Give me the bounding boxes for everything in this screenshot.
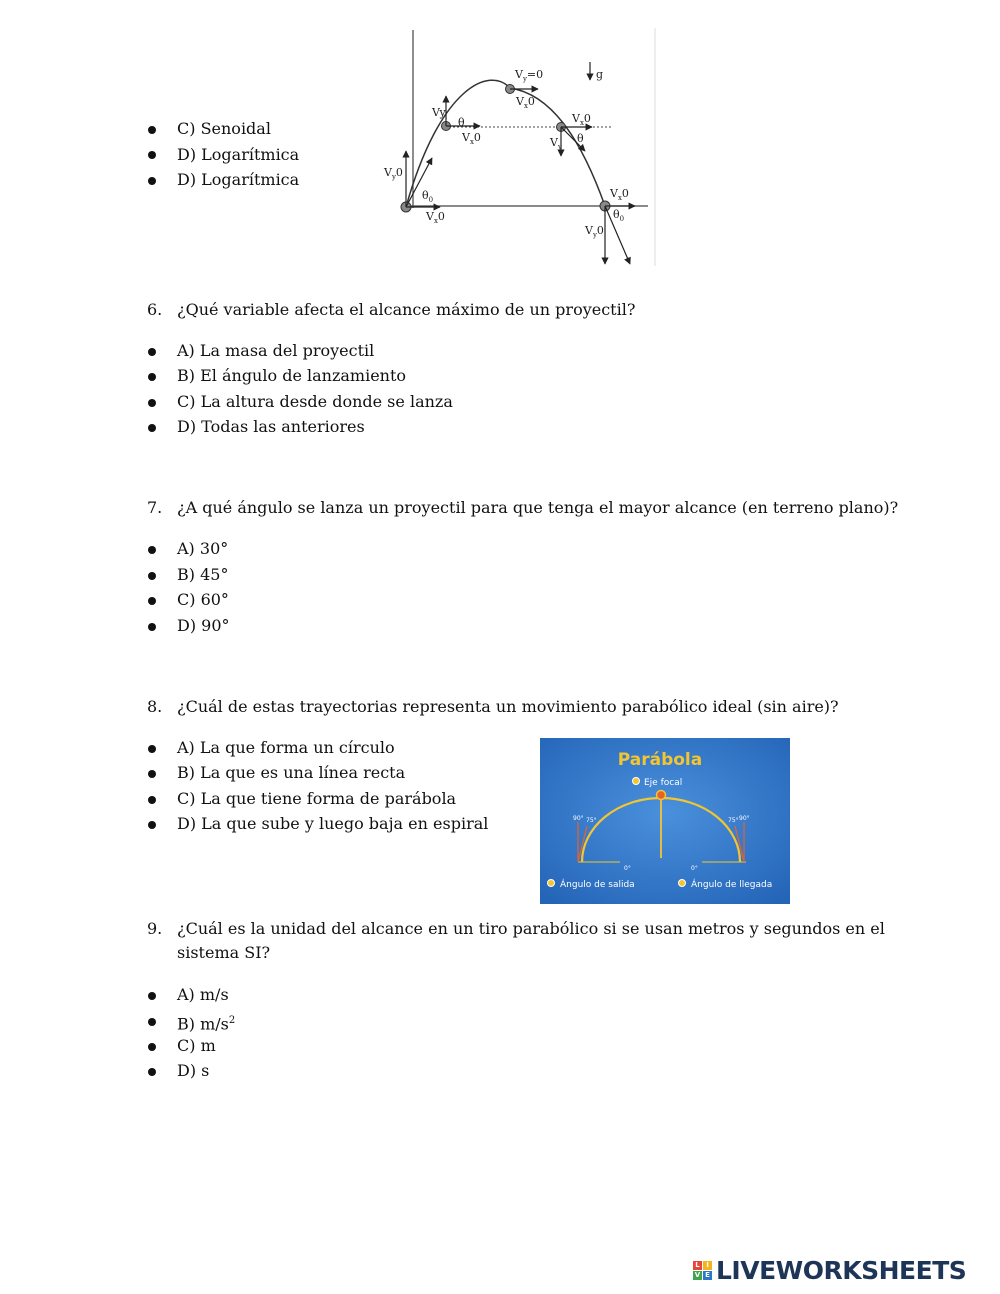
tick-90-right: 90° — [739, 815, 750, 822]
vy-right-label: $V_y$ — [550, 136, 562, 151]
q8-option-a[interactable]: A) La que forma un círculo — [177, 738, 395, 757]
q9-option-b-superscript: 2 — [228, 1015, 236, 1026]
focal-label: Eje focal — [644, 778, 683, 788]
q8-option-d[interactable]: D) La que sube y luego baja en espiral — [177, 814, 489, 833]
vx-left-label: $V_x0$ — [462, 131, 481, 146]
bullet — [148, 821, 156, 829]
q9-option-b[interactable] — [177, 1011, 235, 1034]
bullet — [148, 992, 156, 1000]
q7-question: ¿A qué ángulo se lanza un proyectil para que tenga el mayor alcance (en terreno plano)? — [177, 498, 899, 517]
vx-end-label: $V_x0$ — [610, 187, 629, 202]
vx0-bottom-label: $V_x0$ — [426, 210, 445, 225]
q6-option-d[interactable]: D) Todas las anteriores — [177, 417, 365, 436]
tick-0-left: 0° — [624, 865, 631, 872]
vy0-axis-label: $V_y0$ — [384, 166, 403, 181]
theta-right-label: θ — [577, 132, 584, 145]
tick-0-right: 0° — [691, 865, 698, 872]
logo-block: V — [694, 1270, 701, 1279]
q7-number: 7. — [147, 498, 163, 517]
q6-option-c[interactable]: C) La altura desde donde se lanza — [177, 392, 453, 411]
vy-left-label: Vy — [432, 106, 446, 119]
parabola-figure — [540, 738, 790, 904]
theta-end-label: $\theta_0$ — [613, 208, 625, 223]
bullet — [148, 546, 156, 554]
q8-question: ¿Cuál de estas trayectorias representa un movimiento parabólico ideal (sin aire)? — [177, 697, 839, 716]
bullet — [148, 126, 156, 134]
q8-option-b[interactable]: B) La que es una línea recta — [177, 763, 406, 782]
logo-text: LIVEWORKSHEETS — [716, 1255, 967, 1285]
bullet — [148, 770, 156, 778]
vy-zero-label: $V_y=0$ — [515, 68, 544, 83]
q7-option-b[interactable]: B) 45° — [177, 565, 229, 584]
q6-option-b[interactable]: B) El ángulo de lanzamiento — [177, 366, 407, 385]
q7-option-d[interactable]: D) 90° — [177, 616, 230, 635]
bullet — [148, 1068, 156, 1076]
logo-block: E — [703, 1271, 712, 1280]
focal-point — [657, 791, 666, 800]
q9-option-c[interactable]: C) m — [177, 1036, 216, 1055]
q9-option-a[interactable]: A) m/s — [177, 985, 229, 1004]
tick-75-right: 75° — [728, 817, 739, 824]
bullet — [148, 1043, 156, 1051]
bullet — [148, 572, 156, 580]
q7-option-a[interactable]: A) 30° — [177, 539, 229, 558]
bullet — [148, 177, 156, 185]
arrival-angle-dot-icon — [679, 880, 686, 887]
q7-option-c[interactable]: C) 60° — [177, 590, 229, 609]
logo-blocks-icon — [693, 1261, 712, 1280]
q9-question-line1: ¿Cuál es la unidad del alcance en un tiro parabólico si se usan metros y segundos en el — [177, 919, 885, 938]
liveworksheets-logo[interactable] — [693, 1256, 966, 1284]
tick-75-left: 75° — [586, 817, 597, 824]
q5-option-b[interactable]: C) Senoidal — [177, 119, 271, 138]
bullet — [148, 1018, 156, 1026]
vx-top-label: $V_x0$ — [516, 95, 535, 110]
bullet — [148, 151, 156, 159]
bullet — [148, 348, 156, 356]
vx-right-label: $V_x0$ — [572, 112, 591, 127]
bullet — [148, 373, 156, 381]
q6-question: ¿Qué variable afecta el alcance máximo de un proyectil? — [177, 300, 636, 319]
q5-option-d[interactable]: D) Logarítmica — [177, 170, 300, 189]
exit-angle-label: Ángulo de salida — [560, 880, 635, 890]
bullet — [148, 424, 156, 432]
bullet — [148, 623, 156, 631]
q9-number: 9. — [147, 919, 163, 938]
q8-number: 8. — [147, 697, 163, 716]
q6-option-a[interactable]: A) La masa del proyectil — [177, 341, 375, 360]
q9-option-d[interactable]: D) s — [177, 1061, 210, 1080]
projectile-motion-diagram — [380, 26, 660, 271]
q6-number: 6. — [147, 300, 163, 319]
logo-block: I — [703, 1261, 712, 1270]
arrival-angle-label: Ángulo de llegada — [691, 880, 773, 890]
bullet — [148, 399, 156, 407]
theta0-label: $\theta_0$ — [422, 189, 434, 204]
g-label: g — [596, 68, 604, 81]
parabola-title: Parábola — [617, 750, 703, 770]
theta-left-label: θ — [458, 116, 465, 129]
exit-angle-dot-icon — [548, 880, 555, 887]
bullet — [148, 796, 156, 804]
q5-option-c[interactable]: D) Logarítmica — [177, 145, 300, 164]
q8-option-c[interactable]: C) La que tiene forma de parábola — [177, 789, 457, 808]
bullet — [148, 597, 156, 605]
logo-block: L — [693, 1261, 702, 1270]
q9-question-line2: sistema SI? — [177, 943, 271, 962]
tick-90-left: 90° — [573, 815, 584, 822]
q9-option-b-text: B) m/s — [177, 1014, 229, 1034]
bullet — [148, 745, 156, 753]
vy-end-label: $V_y0$ — [585, 224, 604, 239]
focal-dot-icon — [633, 778, 640, 785]
